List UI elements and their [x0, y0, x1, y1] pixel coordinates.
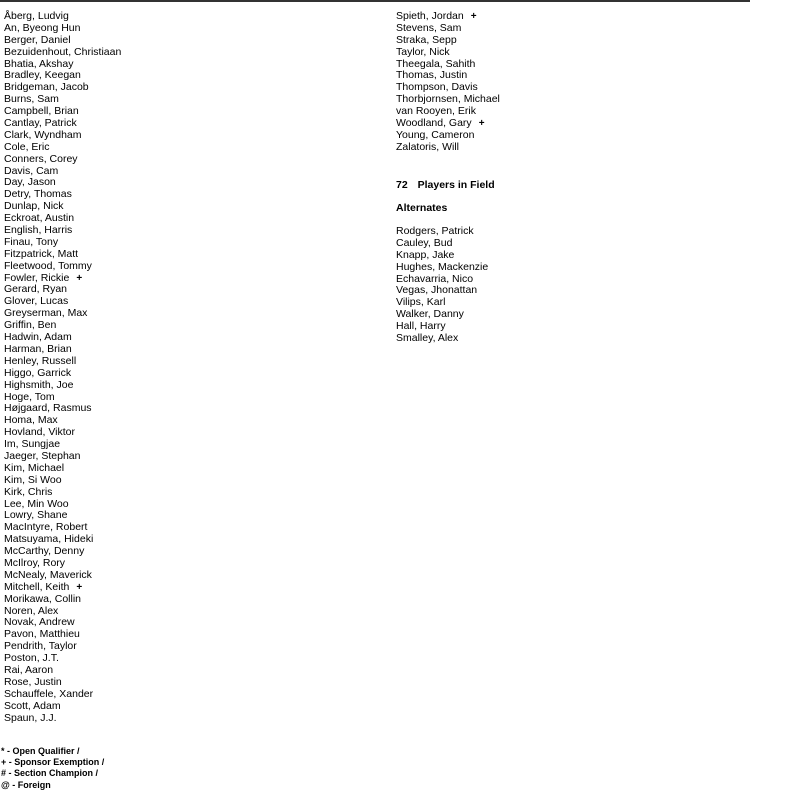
player-name-text: Young, Cameron — [396, 128, 475, 141]
sponsor-exemption-marker: + — [470, 11, 477, 22]
alternate-name: Vilips, Karl — [396, 296, 446, 309]
player-name-text: Straka, Sepp — [396, 33, 457, 46]
player-name-text: Finau, Tony — [4, 235, 59, 248]
legend-item: @ - Foreign — [1, 779, 51, 790]
alternate-name: Vegas, Jhonattan — [396, 284, 478, 297]
player-name-text: Gerard, Ryan — [4, 283, 68, 296]
player-name-text: Griffin, Ben — [4, 319, 57, 332]
sponsor-exemption-marker: + — [478, 118, 485, 130]
player-name — [396, 142, 500, 154]
player-name-text: Theegala, Sahith — [396, 57, 476, 70]
player-name-text: Clark, Wyndham — [4, 128, 82, 141]
player-name-text: Bhatia, Akshay — [4, 57, 74, 70]
player-name-text: Matsuyama, Hideki — [4, 533, 94, 546]
player-name-text: Åberg, Ludvig — [4, 10, 69, 22]
player-name-text: Lee, Min Woo — [4, 497, 69, 510]
player-name-text: Zalatoris, Will — [396, 140, 460, 153]
player-name-text: Cole, Eric — [4, 140, 50, 153]
player-name-text: Hoge, Tom — [4, 390, 55, 403]
player-name-text: Bezuidenhout, Christiaan — [4, 45, 122, 58]
player-name-text: Fleetwood, Tommy — [4, 259, 92, 272]
player-name-text: Woodland, Gary — [396, 117, 472, 130]
player-name-text: Bradley, Keegan — [4, 69, 81, 82]
player-name-text: Campbell, Brian — [4, 105, 79, 118]
player-name-text: Spaun, J.J. — [4, 711, 57, 724]
player-name-text: Fitzpatrick, Matt — [4, 247, 79, 260]
player-name-text: An, Byeong Hun — [4, 21, 81, 34]
player-name-text: Harman, Brian — [4, 342, 72, 355]
top-divider — [0, 0, 750, 2]
player-name-text: Homa, Max — [4, 414, 58, 427]
legend-item: * - Open Qualifier / — [1, 746, 80, 756]
player-name-text: Noren, Alex — [4, 604, 59, 617]
player-name-text: Mitchell, Keith — [4, 580, 70, 593]
player-name-text: Thomas, Justin — [396, 69, 468, 82]
player-name-text: Pendrith, Taylor — [4, 640, 77, 653]
player-name-text: Jaeger, Stephan — [4, 449, 81, 462]
players-in-field-count — [396, 179, 495, 191]
player-name-text: Poston, J.T. — [4, 652, 59, 665]
player-name-text: McNealy, Maverick — [4, 568, 92, 581]
player-name-text: Rose, Justin — [4, 675, 62, 688]
player-name — [4, 713, 121, 725]
player-list-right — [396, 11, 500, 154]
player-name-text: Detry, Thomas — [4, 188, 72, 201]
player-name-text: Scott, Adam — [4, 699, 61, 712]
player-name-text: English, Harris — [4, 224, 73, 237]
player-name-text: Highsmith, Joe — [4, 378, 74, 391]
field-count-number: 72 — [396, 179, 408, 191]
player-name-text: Greyserman, Max — [4, 307, 88, 320]
field-count-label: Players in Field — [417, 179, 495, 191]
alternate-name: Hughes, Mackenzie — [396, 260, 489, 273]
alternate-name: Rodgers, Patrick — [396, 225, 474, 237]
player-name-text: Taylor, Nick — [396, 45, 450, 58]
player-name-text: Rai, Aaron — [4, 663, 54, 676]
alternate-name: Cauley, Bud — [396, 236, 453, 249]
player-name-text: Fowler, Rickie — [4, 271, 70, 284]
alternate-name: Knapp, Jake — [396, 248, 455, 261]
player-name-text: Cantlay, Patrick — [4, 117, 77, 130]
sponsor-exemption-marker: + — [76, 272, 83, 284]
player-name-text: Bridgeman, Jacob — [4, 81, 89, 94]
player-name-text: Eckroat, Austin — [4, 212, 75, 225]
alternate-name: Hall, Harry — [396, 320, 446, 333]
legend-item: # - Section Champion / — [1, 768, 99, 779]
player-name-text: Glover, Lucas — [4, 295, 69, 308]
player-name-text: Hadwin, Adam — [4, 331, 72, 344]
player-name-text: Kim, Si Woo — [4, 473, 62, 486]
player-name-text: Kirk, Chris — [4, 485, 53, 498]
player-name-text: Burns, Sam — [4, 93, 59, 106]
player-name-text: Dunlap, Nick — [4, 200, 64, 213]
player-name-text: Thorbjornsen, Michael — [396, 93, 500, 106]
player-name-text: Schauffele, Xander — [4, 687, 94, 700]
player-name-text: Novak, Andrew — [4, 616, 75, 629]
player-name-text: MacIntyre, Robert — [4, 521, 88, 534]
player-name-text: Davis, Cam — [4, 164, 59, 177]
alternates-heading: Alternates — [396, 202, 448, 214]
player-name-text: Higgo, Garrick — [4, 366, 72, 379]
player-name-text: Henley, Russell — [4, 354, 77, 367]
player-name-text: Day, Jason — [4, 176, 56, 189]
alternate-name: Smalley, Alex — [396, 332, 459, 345]
player-name-text: Morikawa, Collin — [4, 592, 82, 605]
alternate-name: Walker, Danny — [396, 308, 464, 321]
player-name-text: Hovland, Viktor — [4, 426, 76, 439]
player-name-text: Im, Sungjae — [4, 438, 61, 451]
player-name-text: Spieth, Jordan — [396, 10, 464, 22]
player-name-text: Berger, Daniel — [4, 33, 71, 46]
player-list-left — [4, 11, 121, 724]
player-name-text: Højgaard, Rasmus — [4, 402, 92, 415]
player-name-text: Kim, Michael — [4, 461, 65, 474]
alternates-list — [396, 226, 488, 345]
player-name-text: Conners, Corey — [4, 152, 78, 165]
legend-item: + - Sponsor Exemption / — [1, 757, 105, 768]
player-name-text: McCarthy, Denny — [4, 545, 85, 558]
legend — [1, 746, 104, 791]
player-name-text: McIlroy, Rory — [4, 556, 66, 569]
player-name-text: Thompson, Davis — [396, 81, 478, 94]
sponsor-exemption-marker: + — [76, 581, 83, 593]
player-name-text: Lowry, Shane — [4, 509, 68, 522]
player-name-text: Pavon, Matthieu — [4, 628, 80, 641]
alternate-name: Echavarria, Nico — [396, 272, 474, 285]
player-name-text: van Rooyen, Erik — [396, 105, 476, 118]
player-name-text: Stevens, Sam — [396, 21, 462, 34]
